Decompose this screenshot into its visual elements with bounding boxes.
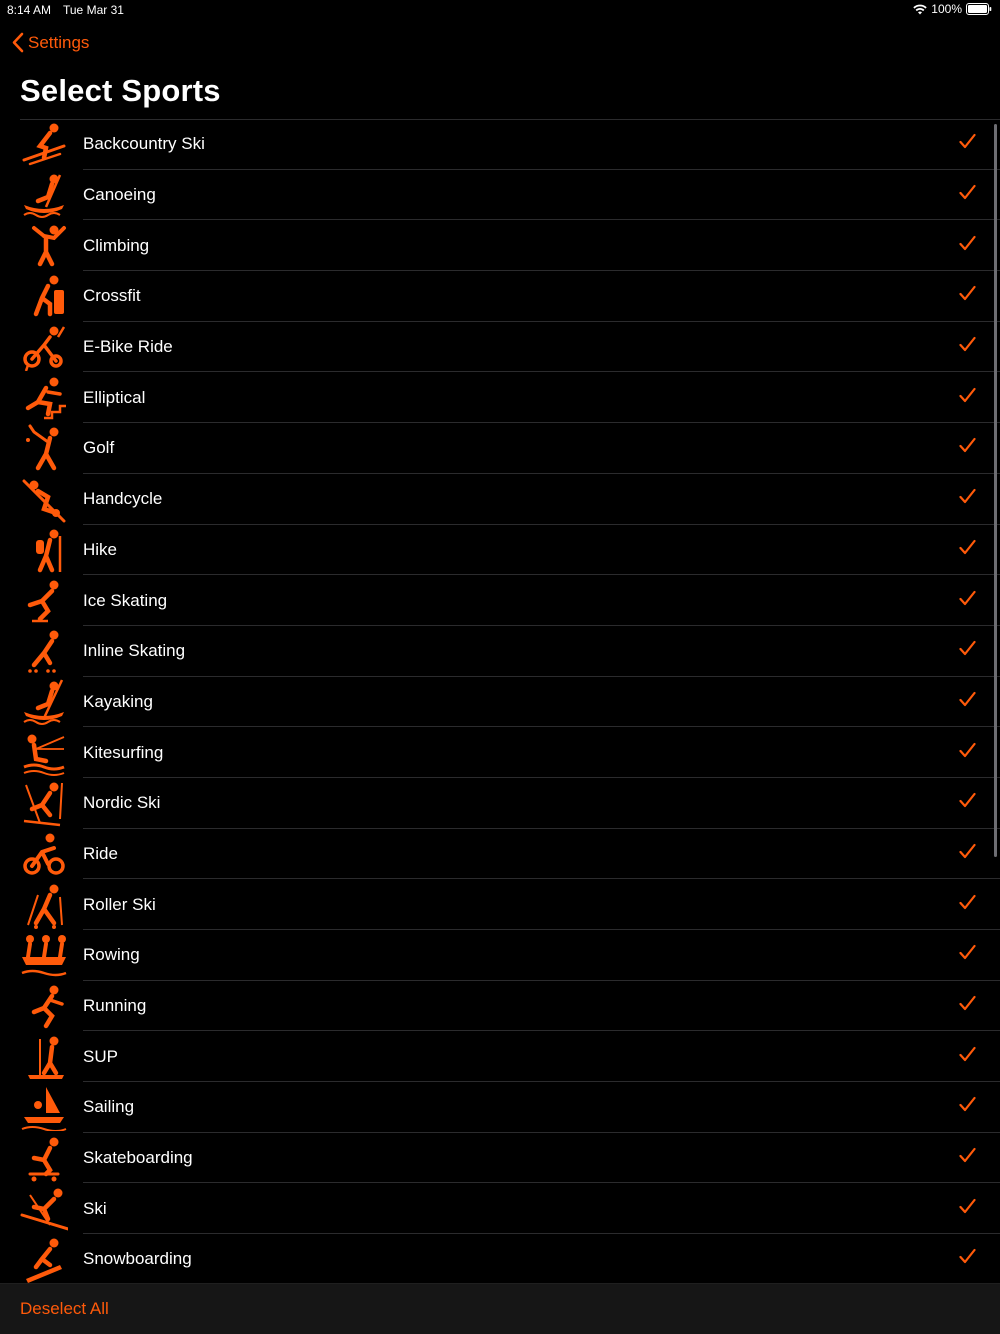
sport-row[interactable] <box>0 1031 1000 1082</box>
roller-ski-icon <box>20 882 68 928</box>
sport-list <box>0 119 1000 1284</box>
checkmark-icon <box>959 539 976 560</box>
status-date: Tue Mar 31 <box>63 3 124 17</box>
elliptical-icon <box>20 375 68 421</box>
sport-row[interactable] <box>0 220 1000 271</box>
status-bar <box>0 0 1000 20</box>
sport-row[interactable] <box>0 981 1000 1032</box>
checkmark-icon <box>959 691 976 712</box>
battery-percent: 100% <box>931 2 962 16</box>
ice-skating-icon <box>20 578 68 624</box>
sport-row[interactable] <box>0 575 1000 626</box>
nordic-ski-icon <box>20 780 68 826</box>
sport-row[interactable] <box>0 271 1000 322</box>
checkmark-icon <box>959 1249 976 1270</box>
sport-row[interactable] <box>0 322 1000 373</box>
sport-label: Inline Skating <box>83 641 186 661</box>
sport-label: Skateboarding <box>83 1148 193 1168</box>
sport-label: Ski <box>83 1198 107 1218</box>
checkmark-icon <box>959 337 976 358</box>
sup-icon <box>20 1034 68 1080</box>
rowing-icon <box>20 932 68 978</box>
sport-label: E-Bike Ride <box>83 337 173 357</box>
checkmark-icon <box>959 793 976 814</box>
ski-icon <box>20 1186 68 1232</box>
sport-label: Sailing <box>83 1097 135 1117</box>
checkmark-icon <box>959 489 976 510</box>
sailing-icon <box>20 1084 68 1130</box>
status-indicators <box>913 2 992 16</box>
sport-label: Ride <box>83 843 118 863</box>
kitesurfing-icon <box>20 730 68 776</box>
sport-row[interactable] <box>0 829 1000 880</box>
checkmark-icon <box>959 1046 976 1067</box>
snowboarding-icon <box>20 1236 68 1282</box>
checkmark-icon <box>959 641 976 662</box>
sport-label: Kayaking <box>83 691 153 711</box>
sport-label: Roller Ski <box>83 894 156 914</box>
checkmark-icon <box>959 996 976 1017</box>
hike-icon <box>20 527 68 573</box>
sport-label: Canoeing <box>83 185 156 205</box>
sport-row[interactable] <box>0 525 1000 576</box>
checkmark-icon <box>959 945 976 966</box>
checkmark-icon <box>959 590 976 611</box>
chevron-left-icon <box>12 32 24 53</box>
e-bike-ride-icon <box>20 324 68 370</box>
checkmark-icon <box>959 843 976 864</box>
sport-row[interactable] <box>0 1234 1000 1284</box>
scrollbar[interactable] <box>994 124 997 857</box>
ride-icon <box>20 831 68 877</box>
sport-row[interactable] <box>0 879 1000 930</box>
checkmark-icon <box>959 438 976 459</box>
handcycle-icon <box>20 476 68 522</box>
checkmark-icon <box>959 134 976 155</box>
checkmark-icon <box>959 1198 976 1219</box>
inline-skating-icon <box>20 628 68 674</box>
sport-label: Hike <box>83 539 118 559</box>
sport-row[interactable] <box>0 1183 1000 1234</box>
climbing-icon <box>20 223 68 269</box>
wifi-icon <box>913 4 927 15</box>
checkmark-icon <box>959 1148 976 1169</box>
golf-icon <box>20 425 68 471</box>
backcountry-ski-icon <box>20 121 68 167</box>
back-button[interactable] <box>12 32 89 53</box>
sport-row[interactable] <box>0 119 1000 170</box>
back-button-label: Settings <box>28 32 90 52</box>
checkmark-icon <box>959 235 976 256</box>
sport-row[interactable] <box>0 778 1000 829</box>
sport-row[interactable] <box>0 372 1000 423</box>
checkmark-icon <box>959 387 976 408</box>
sport-label: Elliptical <box>83 387 146 407</box>
status-time: 8:14 AM <box>7 3 52 17</box>
sport-label: Nordic Ski <box>83 793 161 813</box>
sport-row[interactable] <box>0 626 1000 677</box>
sport-label: Kitesurfing <box>83 742 164 762</box>
bottom-toolbar <box>0 1283 1000 1334</box>
sport-row[interactable] <box>0 170 1000 221</box>
sport-label: Handcycle <box>83 489 163 509</box>
sport-label: Climbing <box>83 235 150 255</box>
sport-label: Backcountry Ski <box>83 134 205 154</box>
sport-label: Crossfit <box>83 286 141 306</box>
deselect-all-button[interactable]: Deselect All <box>20 1299 109 1318</box>
checkmark-icon <box>959 1097 976 1118</box>
sport-row[interactable] <box>0 930 1000 981</box>
checkmark-icon <box>959 894 976 915</box>
skateboarding-icon <box>20 1135 68 1181</box>
canoeing-icon <box>20 172 68 218</box>
sport-label: SUP <box>83 1046 118 1066</box>
sport-label: Running <box>83 996 147 1016</box>
crossfit-icon <box>20 273 68 319</box>
sport-row[interactable] <box>0 727 1000 778</box>
running-icon <box>20 983 68 1029</box>
sport-row[interactable] <box>0 423 1000 474</box>
checkmark-icon <box>959 185 976 206</box>
sport-label: Ice Skating <box>83 590 168 610</box>
sport-label: Golf <box>83 438 115 458</box>
sport-row[interactable] <box>0 474 1000 525</box>
sport-label: Rowing <box>83 945 140 965</box>
sport-label: Snowboarding <box>83 1249 192 1269</box>
sport-row[interactable] <box>0 677 1000 728</box>
checkmark-icon <box>959 742 976 763</box>
kayaking-icon <box>20 679 68 725</box>
battery-icon <box>966 3 992 15</box>
checkmark-icon <box>959 286 976 307</box>
sport-row[interactable] <box>0 1082 1000 1133</box>
sport-row[interactable] <box>0 1133 1000 1184</box>
page-title: Select Sports <box>20 73 221 108</box>
